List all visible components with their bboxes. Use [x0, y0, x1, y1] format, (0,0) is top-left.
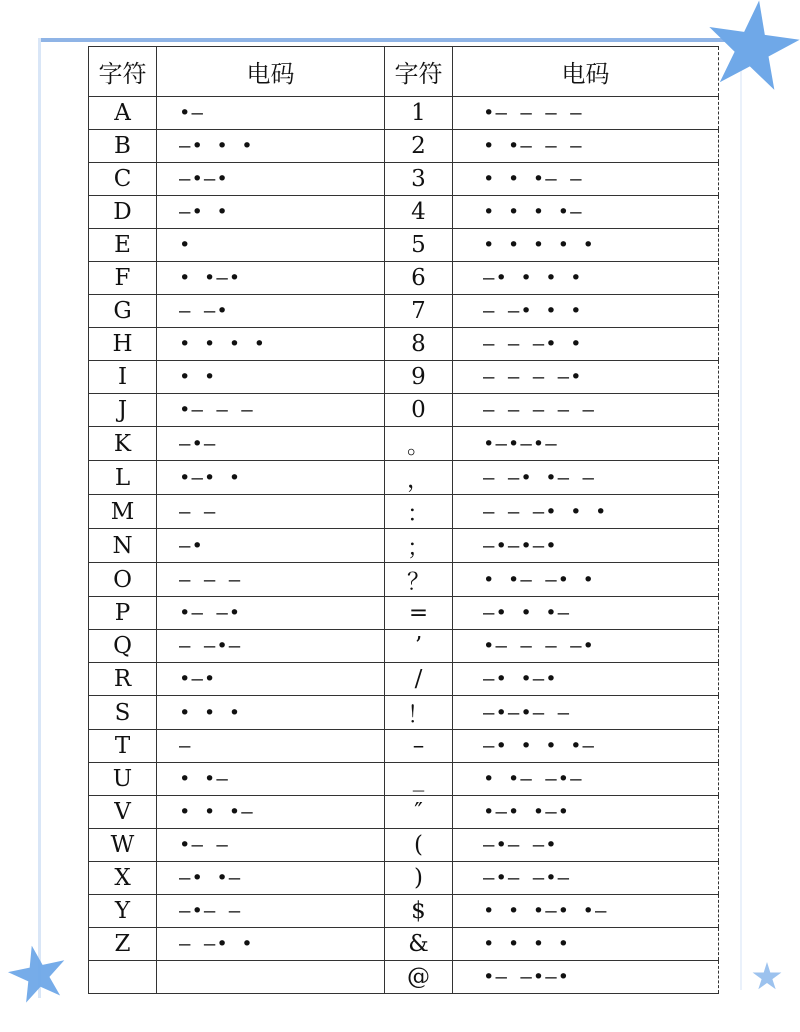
- table-row: [89, 829, 719, 862]
- header-char-right: 字符: [385, 47, 453, 97]
- morse-code-cell: —•: [157, 529, 385, 563]
- morse-code-cell: •: [157, 229, 385, 262]
- table-row: [89, 97, 719, 130]
- char-cell: A: [89, 97, 157, 130]
- table-row: [89, 597, 719, 630]
- table-row: [89, 461, 719, 495]
- char-cell: @: [385, 961, 453, 994]
- char-cell: 2: [385, 130, 453, 163]
- char-cell: G: [89, 295, 157, 328]
- char-cell: 5: [385, 229, 453, 262]
- char-cell: L: [89, 461, 157, 495]
- table-row: [89, 663, 719, 696]
- morse-code-cell: •— —•: [157, 597, 385, 630]
- morse-code-table-container: [88, 46, 718, 994]
- char-cell: (: [385, 829, 453, 862]
- char-cell: V: [89, 796, 157, 829]
- table-row: [89, 427, 719, 461]
- morse-code-cell: • •—: [157, 763, 385, 796]
- char-cell: J: [89, 394, 157, 427]
- char-cell: O: [89, 563, 157, 597]
- char-cell: ；: [385, 529, 453, 563]
- table-row: [89, 563, 719, 597]
- morse-code-cell: • • •— —: [453, 163, 719, 196]
- morse-code-cell: — —•—: [157, 630, 385, 663]
- char-cell: W: [89, 829, 157, 862]
- morse-code-cell: •— — — —•: [453, 630, 719, 663]
- char-cell: Y: [89, 895, 157, 928]
- char-cell: &: [385, 928, 453, 961]
- morse-code-cell: — —: [157, 495, 385, 529]
- table-row: [89, 130, 719, 163]
- morse-code-cell: — —• •— —: [453, 461, 719, 495]
- morse-code-cell: — — —• •: [453, 328, 719, 361]
- table-row: [89, 529, 719, 563]
- char-cell: 3: [385, 163, 453, 196]
- table-row: [89, 229, 719, 262]
- morse-code-cell: • • •: [157, 696, 385, 730]
- char-cell: R: [89, 663, 157, 696]
- morse-code-cell: —•— —: [157, 895, 385, 928]
- char-cell: 。: [385, 427, 453, 461]
- char-cell: 0: [385, 394, 453, 427]
- table-row: [89, 730, 719, 763]
- char-cell: N: [89, 529, 157, 563]
- char-cell: ，: [385, 461, 453, 495]
- morse-code-cell: • • • •: [157, 328, 385, 361]
- morse-code-cell: • • •—: [157, 796, 385, 829]
- char-cell: 7: [385, 295, 453, 328]
- table-row: [89, 961, 719, 994]
- table-header-row: [89, 47, 719, 97]
- char-cell: 4: [385, 196, 453, 229]
- char-cell: F: [89, 262, 157, 295]
- morse-code-cell: •— — — —: [453, 97, 719, 130]
- char-cell: /: [385, 663, 453, 696]
- morse-code-cell: [157, 961, 385, 994]
- frame-right-border: [740, 60, 742, 990]
- char-cell: K: [89, 427, 157, 461]
- header-char-left: 字符: [89, 47, 157, 97]
- table-row: [89, 862, 719, 895]
- table-row: [89, 495, 719, 529]
- morse-code-cell: —• • • •—: [453, 730, 719, 763]
- char-cell: B: [89, 130, 157, 163]
- table-row: [89, 796, 719, 829]
- morse-code-cell: — — —• • •: [453, 495, 719, 529]
- char-cell: T: [89, 730, 157, 763]
- morse-code-cell: —•—•—•: [453, 529, 719, 563]
- morse-code-cell: •—: [157, 97, 385, 130]
- morse-code-cell: •— —•—•: [453, 961, 719, 994]
- char-cell: ’: [385, 630, 453, 663]
- morse-code-cell: — — —: [157, 563, 385, 597]
- table-row: [89, 696, 719, 730]
- morse-code-cell: • • • •—: [453, 196, 719, 229]
- char-cell: 9: [385, 361, 453, 394]
- char-cell: E: [89, 229, 157, 262]
- morse-code-cell: —• •: [157, 196, 385, 229]
- morse-code-cell: • •— —• •: [453, 563, 719, 597]
- table-row: [89, 394, 719, 427]
- char-cell: [89, 961, 157, 994]
- morse-code-cell: —•— —•: [453, 829, 719, 862]
- morse-code-cell: — —•: [157, 295, 385, 328]
- table-row: [89, 895, 719, 928]
- morse-code-cell: •—•—•—: [453, 427, 719, 461]
- char-cell: 8: [385, 328, 453, 361]
- table-row: [89, 928, 719, 961]
- morse-code-cell: • •: [157, 361, 385, 394]
- morse-code-cell: —• • •: [157, 130, 385, 163]
- char-cell: ″: [385, 796, 453, 829]
- table-row: [89, 328, 719, 361]
- morse-code-cell: —: [157, 730, 385, 763]
- morse-code-cell: —• • • •: [453, 262, 719, 295]
- morse-code-cell: •—• •: [157, 461, 385, 495]
- morse-code-cell: • • •—• •—: [453, 895, 719, 928]
- morse-code-table: [88, 46, 719, 994]
- char-cell: $: [385, 895, 453, 928]
- char-cell: M: [89, 495, 157, 529]
- morse-code-cell: —•—•— —: [453, 696, 719, 730]
- char-cell: 1: [385, 97, 453, 130]
- table-row: [89, 763, 719, 796]
- char-cell: U: [89, 763, 157, 796]
- morse-code-cell: •—•: [157, 663, 385, 696]
- char-cell: P: [89, 597, 157, 630]
- morse-code-cell: — —• •: [157, 928, 385, 961]
- star-icon: [752, 962, 782, 992]
- char-cell: X: [89, 862, 157, 895]
- char-cell: ！: [385, 696, 453, 730]
- morse-code-cell: —•—: [157, 427, 385, 461]
- morse-code-cell: •— —: [157, 829, 385, 862]
- table-row: [89, 295, 719, 328]
- char-cell: C: [89, 163, 157, 196]
- table-row: [89, 630, 719, 663]
- table-row: [89, 361, 719, 394]
- morse-code-cell: —• •—: [157, 862, 385, 895]
- morse-code-cell: —•— —•—: [453, 862, 719, 895]
- morse-code-cell: •—• •—•: [453, 796, 719, 829]
- char-cell: D: [89, 196, 157, 229]
- morse-code-cell: •— — —: [157, 394, 385, 427]
- char-cell: ): [385, 862, 453, 895]
- table-row: [89, 163, 719, 196]
- char-cell: =: [385, 597, 453, 630]
- char-cell: –: [385, 730, 453, 763]
- char-cell: S: [89, 696, 157, 730]
- morse-code-cell: • •— — —: [453, 130, 719, 163]
- char-cell: I: [89, 361, 157, 394]
- header-code-left: 电码: [157, 47, 385, 97]
- morse-code-cell: — — — — —: [453, 394, 719, 427]
- char-cell: Q: [89, 630, 157, 663]
- char-cell: H: [89, 328, 157, 361]
- morse-code-cell: — — — —•: [453, 361, 719, 394]
- header-code-right: 电码: [453, 47, 719, 97]
- frame-top-border: [38, 38, 728, 42]
- char-cell: Z: [89, 928, 157, 961]
- morse-code-cell: — —• • •: [453, 295, 719, 328]
- morse-code-cell: —• •—•: [453, 663, 719, 696]
- table-row: [89, 262, 719, 295]
- morse-code-cell: —•—•: [157, 163, 385, 196]
- frame-left-border: [38, 38, 41, 998]
- table-row: [89, 196, 719, 229]
- morse-code-cell: —• • •—: [453, 597, 719, 630]
- char-cell: ？: [385, 563, 453, 597]
- morse-code-cell: • •— —•—: [453, 763, 719, 796]
- morse-code-cell: • • • •: [453, 928, 719, 961]
- table-body: [89, 97, 719, 994]
- char-cell: ：: [385, 495, 453, 529]
- morse-code-cell: • •—•: [157, 262, 385, 295]
- char-cell: _: [385, 763, 453, 796]
- char-cell: 6: [385, 262, 453, 295]
- morse-code-cell: • • • • •: [453, 229, 719, 262]
